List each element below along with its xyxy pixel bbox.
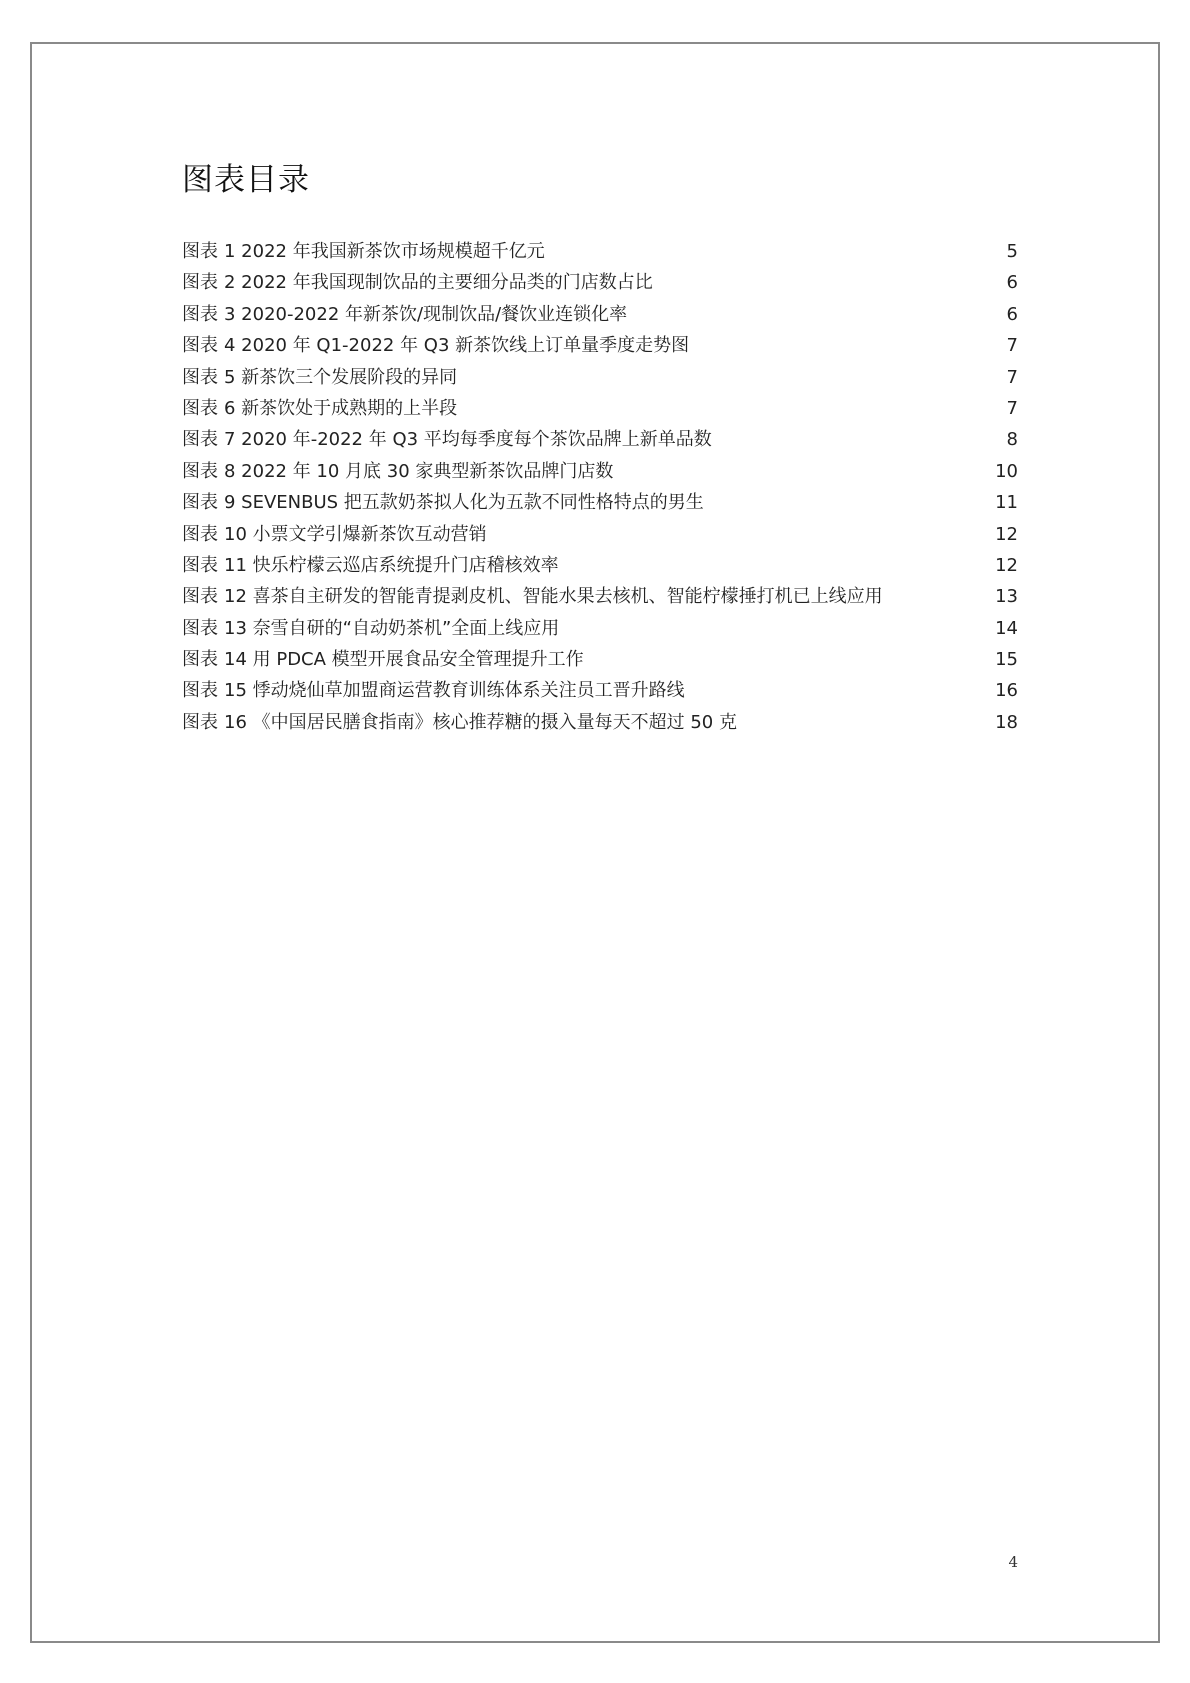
toc-entry-page: 5 [1006,241,1018,262]
toc-entry-label [182,330,988,361]
toc-entry-page: 6 [1006,272,1018,294]
toc-entry[interactable] [182,330,1018,361]
toc-entry-page: 11 [995,492,1018,514]
page-number: 4 [1008,1553,1018,1571]
toc-entry[interactable] [182,613,1018,644]
toc-entry-prefix: 图表 [182,586,218,608]
toc-entry-label [182,644,988,675]
toc-entry-page: 6 [1006,303,1018,325]
toc-entry-page: 8 [1006,429,1018,451]
toc-entry-prefix: 图表 [182,460,218,482]
toc-entry-label [182,550,988,581]
toc-entry-page: 14 [995,617,1018,639]
toc-entry-label [182,299,988,330]
toc-entry-page: 15 [995,649,1018,671]
toc-entry-page: 13 [995,586,1018,608]
toc-entry-text: 9 SEVENBUS 把五款奶茶拟人化为五款不同性格特点的男生 [224,492,704,514]
toc-entry[interactable] [182,675,1018,706]
toc-title: 图表目录 [182,162,310,198]
toc-entry-prefix: 图表 [182,554,218,576]
toc-entry[interactable] [182,393,1018,424]
toc-entry-prefix: 图表 [182,366,218,388]
toc-entry-prefix: 图表 [182,711,218,733]
toc-entry[interactable] [182,267,1018,298]
toc-entry-text: 7 2020 年-2022 年 Q3 平均每季度每个茶饮品牌上新单品数 [224,429,712,451]
toc-entry[interactable] [182,581,1018,612]
toc-entry-page: 18 [995,711,1018,733]
toc-entry-label [182,424,988,455]
toc-entry[interactable] [182,644,1018,675]
toc-entry-text: 6 新茶饮处于成熟期的上半段 [224,397,458,419]
toc-entry-prefix: 图表 [182,272,218,294]
toc-entry-label [182,613,988,644]
toc-entry[interactable] [182,707,1018,738]
toc-entry[interactable] [182,299,1018,330]
toc-entry[interactable] [182,550,1018,581]
toc-entry-text: 8 2022 年 10 月底 30 家典型新茶饮品牌门店数 [224,460,614,482]
toc-entry-label [182,675,988,706]
toc-entry-page: 10 [995,460,1018,482]
toc-entry[interactable] [182,424,1018,455]
toc-entry-prefix: 图表 [182,335,218,357]
toc-entry-text: 5 新茶饮三个发展阶段的异同 [224,366,458,388]
toc-entry-prefix: 图表 [182,617,218,639]
toc-entry-prefix: 图表 [182,492,218,514]
toc-entry-prefix: 图表 [182,303,218,325]
toc-entry-page: 16 [995,680,1018,702]
toc-entry-text: 2 2022 年我国现制饮品的主要细分品类的门店数占比 [224,272,653,294]
toc-list [182,236,1018,738]
toc-entry-label [182,362,988,393]
toc-entry-label [182,581,988,612]
toc-entry-label [182,707,988,738]
toc-entry[interactable] [182,362,1018,393]
toc-entry-text: 11 快乐柠檬云巡店系统提升门店稽核效率 [224,554,559,576]
toc-entry-page: 7 [1006,397,1018,419]
toc-entry-page: 7 [1006,335,1018,357]
toc-entry-label [182,267,988,298]
toc-entry-text: 4 2020 年 Q1-2022 年 Q3 新茶饮线上订单量季度走势图 [224,335,690,357]
toc-entry-page: 12 [995,523,1018,545]
toc-entry-prefix: 图表 [182,649,218,671]
toc-entry-text: 16 《中国居民膳食指南》核心推荐糖的摄入量每天不超过 50 克 [224,711,737,733]
toc-entry-prefix: 图表 [182,429,218,451]
toc-entry-prefix: 图表 [182,523,218,545]
toc-entry[interactable] [182,236,1018,267]
toc-entry-page: 7 [1006,366,1018,388]
toc-entry-text: 14 用 PDCA 模型开展食品安全管理提升工作 [224,649,584,671]
toc-entry-text: 10 小票文学引爆新茶饮互动营销 [224,523,487,545]
toc-entry-label [182,519,988,550]
toc-entry-label [182,487,988,518]
toc-entry-text: 3 2020-2022 年新茶饮/现制饮品/餐饮业连锁化率 [224,303,628,325]
toc-entry-text: 12 喜茶自主研发的智能青提剥皮机、智能水果去核机、智能柠檬捶打机已上线应用 [224,586,883,608]
toc-entry-text: 15 悸动烧仙草加盟商运营教育训练体系关注员工晋升路线 [224,680,685,702]
toc-entry[interactable] [182,456,1018,487]
toc-entry-prefix: 图表 [182,397,218,419]
toc-entry-text: 13 奈雪自研的“自动奶茶机”全面上线应用 [224,617,560,639]
toc-entry[interactable] [182,519,1018,550]
toc-entry-label [182,393,988,424]
toc-entry-prefix: 图表 [182,241,218,262]
toc-entry-text: 1 2022 年我国新茶饮市场规模超千亿元 [224,241,545,262]
toc-entry[interactable] [182,487,1018,518]
toc-entry-label [182,456,988,487]
toc-entry-page: 12 [995,554,1018,576]
toc-entry-label [182,236,988,267]
toc-entry-prefix: 图表 [182,680,218,702]
